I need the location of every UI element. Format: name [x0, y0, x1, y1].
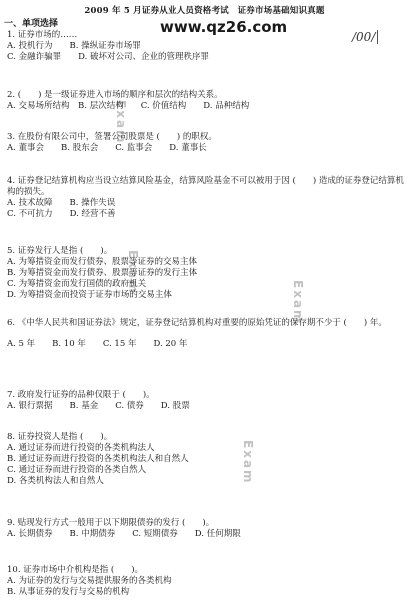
question-2 [7, 90, 405, 112]
question-options-line: A. 5 年 B. 10 年 C. 15 年 D. 20 年 [7, 339, 188, 349]
question-stem: 9. 贴现发行方式一般用于以下期限债券的发行 ( )。 [7, 518, 215, 528]
page-title: 2009 年 5 月证券从业人员资格考试 证券市场基础知识真题 [84, 6, 325, 16]
question-options-line: B. 为筹措资金而发行债券、股票等证券的发行主体 [7, 268, 198, 278]
question-options-line: C. 不可抗力 D. 经营不善 [7, 209, 116, 219]
question-10 [7, 565, 405, 598]
question-options-line: A. 董事会 B. 股东会 C. 监事会 D. 董事长 [7, 143, 207, 153]
question-stem: 7. 政府发行证券的品种仅限于 ( )。 [7, 390, 155, 400]
watermark-exam: Exam [126, 250, 140, 295]
question-options-line: A. 交易场所结构 B. 层次结构 C. 价值结构 D. 品种结构 [7, 101, 250, 111]
question-stem: 6. 《中华人民共和国证券法》规定，证券登记结算机构对重要的原始凭证的保存期不少于 ( ) 年。 [7, 318, 387, 328]
question-options-line: A. 银行票据 B. 基金 C. 债券 D. 股票 [7, 401, 190, 411]
watermark-exam: Exam [114, 100, 128, 145]
question-7 [7, 390, 405, 412]
question-options-line: A. 投机行为 B. 操纵证券市场罪 [7, 41, 141, 51]
question-stem: 10. 证券市场中介机构是指 ( )。 [7, 565, 144, 575]
section-heading: 一、单项选择 [4, 19, 59, 29]
question-options-line: A. 为筹措资金而发行债券、股票等证券的交易主体 [7, 257, 198, 267]
question-options-line: A. 长期债券 B. 中期债券 C. 短期债券 D. 任何期限 [7, 529, 241, 539]
question-stem: 8. 证券投资人是指 ( )。 [7, 432, 113, 442]
question-stem: 1. 证券市场的…… [7, 30, 78, 40]
question-options-line: C. 通过证券而进行投资的各类自然人 [7, 465, 147, 475]
watermark-logo: /00/ [352, 30, 378, 44]
question-9 [7, 518, 405, 540]
question-options-line: C. 金融诈骗罪 D. 破坏对公司、企业的管理秩序罪 [7, 52, 210, 62]
question-options-line: A. 通过证券而进行投资的各类机构法人 [7, 443, 155, 453]
question-options-line: D. 各类机构法人和自然人 [7, 476, 104, 486]
question-stem: 4. 证券登记结算机构应当设立结算风险基金，结算风险基金不可以被用于因 ( ) 造成的证券登记结算机构的损失。 [7, 176, 404, 197]
question-3 [7, 132, 405, 154]
question-1 [7, 30, 405, 63]
question-options-line: D. 为筹措资金而投资于证券市场的交易主体 [7, 290, 172, 300]
question-stem: 5. 证券发行人是指 ( )。 [7, 246, 113, 256]
question-options-line: B. 通过证券而进行投资的各类机构法人和自然人 [7, 454, 189, 464]
question-options-line: B. 从事证券的发行与交易的机构 [7, 587, 130, 597]
question-options-line: A. 技术故障 B. 操作失误 [7, 198, 116, 208]
question-options-line: C. 为筹措资金而发行国债的政府机关 [7, 279, 147, 289]
question-options-line: A. 为证券的发行与交易提供服务的各类机构 [7, 576, 172, 586]
watermark-url: www.qz26.com [160, 18, 288, 36]
question-stem: 3. 在股份有限公司中，签署公司股票是 ( ) 的职权。 [7, 132, 217, 142]
question-stem: 2. ( ) 是一级证券进入市场的顺序和层次的结构关系。 [7, 90, 223, 100]
watermark-exam: Exam [241, 440, 255, 485]
question-5 [7, 246, 405, 301]
watermark-exam: Exam [291, 280, 305, 325]
question-4 [7, 176, 405, 220]
question-6 [7, 318, 405, 350]
question-8 [7, 432, 405, 487]
